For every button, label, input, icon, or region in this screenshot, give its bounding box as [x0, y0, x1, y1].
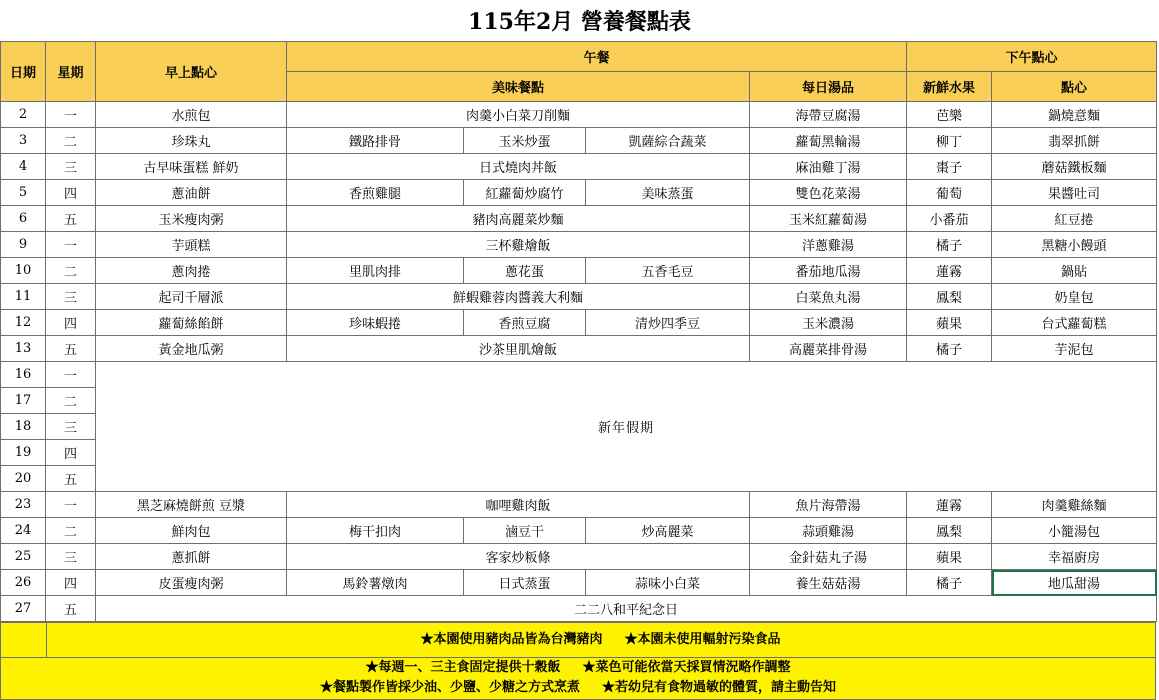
main-dish-cell[interactable]: 清炒四季豆	[586, 310, 750, 336]
fruit-cell[interactable]: 蘋果	[907, 544, 992, 570]
weekday-cell[interactable]: 三	[46, 414, 96, 440]
main-dish-cell[interactable]: 客家炒粄條	[287, 544, 750, 570]
weekday-cell[interactable]: 一	[46, 232, 96, 258]
snack-cell[interactable]: 肉羹雞絲麵	[992, 492, 1157, 518]
weekday-cell[interactable]: 四	[46, 180, 96, 206]
soup-cell[interactable]: 白菜魚丸湯	[750, 284, 907, 310]
soup-cell[interactable]: 洋蔥雞湯	[750, 232, 907, 258]
note-grain-rice: ★每週一、三主食固定提供十穀飯	[365, 660, 561, 675]
snack-cell[interactable]: 幸福廚房	[992, 544, 1157, 570]
snack-cell[interactable]: 芋泥包	[992, 336, 1157, 362]
menu-table	[0, 41, 1157, 622]
fruit-cell[interactable]: 芭樂	[907, 102, 992, 128]
date-cell[interactable]: 19	[1, 440, 46, 466]
fruit-cell[interactable]: 鳳梨	[907, 518, 992, 544]
date-cell[interactable]: 4	[1, 154, 46, 180]
snack-cell[interactable]: 紅豆捲	[992, 206, 1157, 232]
breakfast-cell[interactable]: 玉米瘦肉粥	[96, 206, 287, 232]
fruit-cell[interactable]: 蘋果	[907, 310, 992, 336]
main-dish-cell[interactable]: 咖哩雞肉飯	[287, 492, 750, 518]
fruit-cell[interactable]: 葡萄	[907, 180, 992, 206]
soup-cell[interactable]: 蘿蔔黑輪湯	[750, 128, 907, 154]
memorial-row	[1, 596, 1157, 622]
menu-row	[1, 492, 1157, 518]
menu-row	[1, 258, 1157, 284]
main-dish-cell[interactable]: 三杯雞燴飯	[287, 232, 750, 258]
weekday-cell[interactable]: 五	[46, 466, 96, 492]
date-cell[interactable]: 10	[1, 258, 46, 284]
snack-cell[interactable]: 果醬吐司	[992, 180, 1157, 206]
menu-row	[1, 154, 1157, 180]
notes-row-1[interactable]	[0, 622, 1156, 658]
date-cell[interactable]: 13	[1, 336, 46, 362]
main-dish-cell[interactable]: 五香毛豆	[586, 258, 750, 284]
weekday-cell[interactable]: 二	[46, 128, 96, 154]
soup-cell[interactable]: 金針菇丸子湯	[750, 544, 907, 570]
fruit-cell[interactable]: 鳳梨	[907, 284, 992, 310]
holiday-label[interactable]: 新年假期	[96, 362, 1157, 492]
fruit-cell[interactable]: 柳丁	[907, 128, 992, 154]
breakfast-cell[interactable]: 鮮肉包	[96, 518, 287, 544]
header-fruit[interactable]: 新鮮水果	[907, 72, 992, 102]
snack-cell[interactable]: 黑糖小饅頭	[992, 232, 1157, 258]
weekday-cell[interactable]: 二	[46, 258, 96, 284]
main-dish-cell[interactable]: 香煎豆腐	[464, 310, 586, 336]
header-snack[interactable]: 點心	[992, 72, 1157, 102]
date-cell[interactable]: 17	[1, 388, 46, 414]
main-dish-cell[interactable]: 炒高麗菜	[586, 518, 750, 544]
breakfast-cell[interactable]: 蔥肉捲	[96, 258, 287, 284]
header-soup[interactable]: 每日湯品	[750, 72, 907, 102]
date-cell[interactable]: 6	[1, 206, 46, 232]
breakfast-cell[interactable]: 芋頭糕	[96, 232, 287, 258]
main-dish-cell[interactable]: 凱薩綜合蔬菜	[586, 128, 750, 154]
header-afternoon[interactable]: 下午點心	[907, 42, 1157, 72]
note-pork-origin: ★本園使用豬肉品皆為台灣豬肉	[420, 632, 603, 647]
date-cell[interactable]: 20	[1, 466, 46, 492]
date-cell[interactable]: 26	[1, 570, 46, 596]
weekday-cell[interactable]: 五	[46, 596, 96, 622]
main-dish-cell[interactable]: 紅蘿蔔炒腐竹	[464, 180, 586, 206]
fruit-cell[interactable]: 小番茄	[907, 206, 992, 232]
header-date[interactable]: 日期	[1, 42, 46, 102]
weekday-cell[interactable]: 三	[46, 154, 96, 180]
soup-cell[interactable]: 蒜頭雞湯	[750, 518, 907, 544]
main-dish-cell[interactable]: 日式燒肉丼飯	[287, 154, 750, 180]
main-dish-cell[interactable]: 蒜味小白菜	[586, 570, 750, 596]
weekday-cell[interactable]: 四	[46, 440, 96, 466]
main-dish-cell[interactable]: 鮮蝦雞蓉肉醬義大利麵	[287, 284, 750, 310]
date-cell[interactable]: 16	[1, 362, 46, 388]
note-allergy: ★若幼兒有食物過敏的體質，請主動告知	[602, 680, 837, 695]
breakfast-cell[interactable]: 古早味蛋糕 鮮奶	[96, 154, 287, 180]
weekday-cell[interactable]: 二	[46, 518, 96, 544]
soup-cell[interactable]: 玉米濃湯	[750, 310, 907, 336]
header-main-dishes[interactable]: 美味餐點	[287, 72, 750, 102]
date-cell[interactable]: 27	[1, 596, 46, 622]
main-dish-cell[interactable]: 日式蒸蛋	[464, 570, 586, 596]
soup-cell[interactable]: 玉米紅蘿蔔湯	[750, 206, 907, 232]
main-dish-cell[interactable]: 豬肉高麗菜炒麵	[287, 206, 750, 232]
holiday-row	[1, 362, 1157, 388]
fruit-cell[interactable]: 橘子	[907, 336, 992, 362]
date-cell[interactable]: 24	[1, 518, 46, 544]
weekday-cell[interactable]: 二	[46, 388, 96, 414]
menu-row	[1, 518, 1157, 544]
soup-cell[interactable]: 高麗菜排骨湯	[750, 336, 907, 362]
header-breakfast[interactable]: 早上點心	[96, 42, 287, 102]
soup-cell[interactable]: 番茄地瓜湯	[750, 258, 907, 284]
main-dish-cell[interactable]: 沙茶里肌燴飯	[287, 336, 750, 362]
date-cell[interactable]: 5	[1, 180, 46, 206]
breakfast-cell[interactable]: 起司千層派	[96, 284, 287, 310]
menu-row	[1, 102, 1157, 128]
soup-cell[interactable]: 海帶豆腐湯	[750, 102, 907, 128]
breakfast-cell[interactable]: 蘿蔔絲餡餅	[96, 310, 287, 336]
weekday-cell[interactable]: 五	[46, 206, 96, 232]
note-healthy-cooking: ★餐點製作皆採少油、少鹽、少糖之方式烹煮	[319, 680, 580, 695]
soup-cell[interactable]: 麻油雞丁湯	[750, 154, 907, 180]
header-lunch[interactable]: 午餐	[287, 42, 907, 72]
main-dish-cell[interactable]: 香煎雞腿	[287, 180, 464, 206]
snack-cell[interactable]: 鍋貼	[992, 258, 1157, 284]
menu-row	[1, 128, 1157, 154]
date-cell[interactable]: 2	[1, 102, 46, 128]
breakfast-cell[interactable]: 珍珠丸	[96, 128, 287, 154]
weekday-cell[interactable]: 一	[46, 492, 96, 518]
breakfast-cell[interactable]: 黑芝麻燒餅煎 豆漿	[96, 492, 287, 518]
main-dish-cell[interactable]: 里肌肉排	[287, 258, 464, 284]
note-menu-adjust: ★菜色可能依當天採買情況略作調整	[582, 660, 791, 675]
breakfast-cell[interactable]: 蔥油餅	[96, 180, 287, 206]
weekday-cell[interactable]: 一	[46, 362, 96, 388]
date-cell[interactable]: 23	[1, 492, 46, 518]
weekday-cell[interactable]: 四	[46, 570, 96, 596]
notes-row-2[interactable]	[0, 658, 1156, 700]
breakfast-cell[interactable]: 黃金地瓜粥	[96, 336, 287, 362]
notes-panel	[0, 622, 1156, 700]
date-cell[interactable]: 18	[1, 414, 46, 440]
date-cell[interactable]: 9	[1, 232, 46, 258]
snack-cell[interactable]: 蘑菇鐵板麵	[992, 154, 1157, 180]
fruit-cell[interactable]: 棗子	[907, 154, 992, 180]
date-cell[interactable]: 3	[1, 128, 46, 154]
menu-row	[1, 570, 1157, 596]
menu-row	[1, 336, 1157, 362]
note-no-radiation: ★本園未使用輻射污染食品	[624, 632, 781, 647]
weekday-cell[interactable]: 五	[46, 336, 96, 362]
memorial-label[interactable]: 二二八和平紀念日	[96, 596, 1157, 622]
fruit-cell[interactable]: 橘子	[907, 232, 992, 258]
snack-cell[interactable]: 翡翠抓餅	[992, 128, 1157, 154]
main-dish-cell[interactable]: 珍味蝦捲	[287, 310, 464, 336]
main-dish-cell[interactable]: 馬鈴薯燉肉	[287, 570, 464, 596]
menu-row	[1, 206, 1157, 232]
weekday-cell[interactable]: 一	[46, 102, 96, 128]
main-dish-cell[interactable]: 梅干扣肉	[287, 518, 464, 544]
menu-row	[1, 544, 1157, 570]
fruit-cell[interactable]: 橘子	[907, 570, 992, 596]
snack-cell[interactable]: 小籠湯包	[992, 518, 1157, 544]
soup-cell[interactable]: 魚片海帶湯	[750, 492, 907, 518]
menu-row	[1, 284, 1157, 310]
fruit-cell[interactable]: 蓮霧	[907, 258, 992, 284]
main-dish-cell[interactable]: 美味蒸蛋	[586, 180, 750, 206]
soup-cell[interactable]: 雙色花菜湯	[750, 180, 907, 206]
main-dish-cell[interactable]: 蔥花蛋	[464, 258, 586, 284]
menu-row	[1, 310, 1157, 336]
menu-row	[1, 180, 1157, 206]
page-title: 115年2月 營養餐點表	[468, 9, 691, 35]
main-dish-cell[interactable]: 鐵路排骨	[287, 128, 464, 154]
soup-cell[interactable]: 養生菇菇湯	[750, 570, 907, 596]
weekday-cell[interactable]: 三	[46, 284, 96, 310]
snack-cell[interactable]: 奶皇包	[992, 284, 1157, 310]
breakfast-cell[interactable]: 皮蛋瘦肉粥	[96, 570, 287, 596]
menu-row	[1, 232, 1157, 258]
main-dish-cell[interactable]: 肉羹小白菜刀削麵	[287, 102, 750, 128]
breakfast-cell[interactable]: 水煎包	[96, 102, 287, 128]
date-cell[interactable]: 11	[1, 284, 46, 310]
snack-cell[interactable]: 地瓜甜湯	[992, 570, 1157, 596]
date-cell[interactable]: 25	[1, 544, 46, 570]
main-dish-cell[interactable]: 玉米炒蛋	[464, 128, 586, 154]
weekday-cell[interactable]: 三	[46, 544, 96, 570]
weekday-cell[interactable]: 四	[46, 310, 96, 336]
snack-cell[interactable]: 台式蘿蔔糕	[992, 310, 1157, 336]
header-weekday[interactable]: 星期	[46, 42, 96, 102]
fruit-cell[interactable]: 蓮霧	[907, 492, 992, 518]
date-cell[interactable]: 12	[1, 310, 46, 336]
main-dish-cell[interactable]: 滷豆干	[464, 518, 586, 544]
snack-cell[interactable]: 鍋燒意麵	[992, 102, 1157, 128]
breakfast-cell[interactable]: 蔥抓餅	[96, 544, 287, 570]
